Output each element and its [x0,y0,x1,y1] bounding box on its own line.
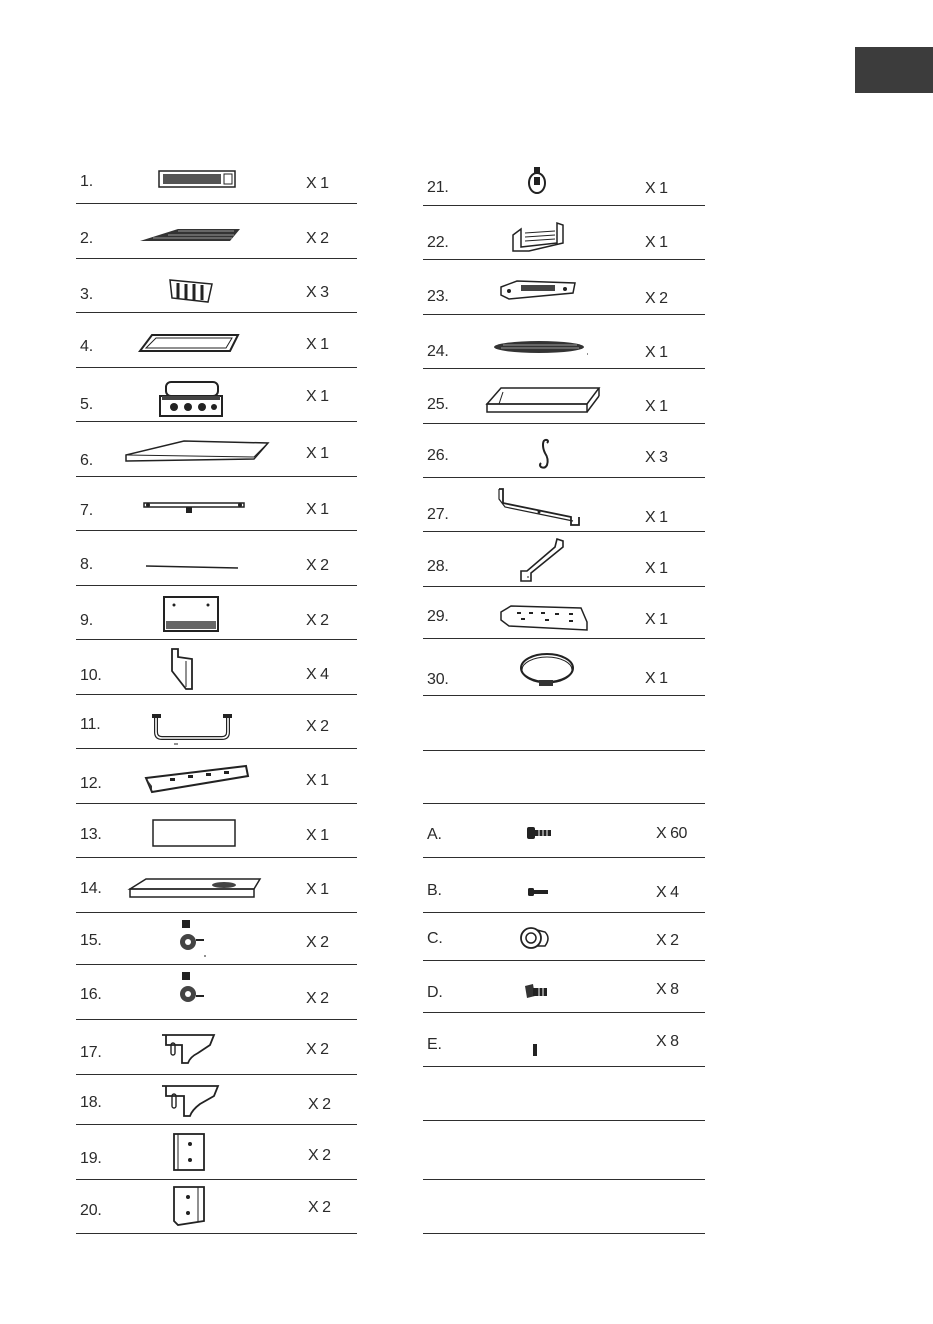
list-item [423,259,705,315]
caster-wheel-icon [176,970,210,1010]
list-item [76,694,357,749]
list-item [423,912,705,961]
language-tab [855,47,933,93]
part-quantity: X 1 [645,560,668,577]
list-item [76,203,357,259]
part-number: 20. [80,1202,102,1219]
part-quantity: X 4 [656,884,679,901]
screw-icon [525,825,553,841]
list-item [76,639,357,695]
part-number: 5. [80,396,93,413]
side-panel-icon [162,595,222,635]
part-number: 29. [427,608,449,625]
part-quantity: X 2 [306,934,329,951]
rod-icon [144,564,240,570]
burner-holder-icon [499,277,579,303]
part-quantity: X 2 [306,718,329,735]
list-item [423,1120,705,1180]
list-item [423,477,705,532]
part-quantity: X 1 [306,175,329,192]
mounting-plate-icon [170,1132,208,1174]
list-item [423,638,705,696]
part-number: 7. [80,502,93,519]
part-quantity: X 2 [308,1147,331,1164]
part-quantity: X 1 [306,772,329,789]
part-quantity: X 2 [306,612,329,629]
part-number: 3. [80,286,93,303]
washer-nut-icon [519,924,553,952]
list-item [423,803,705,858]
crossbar-icon [142,500,248,516]
grill-grate-icon [138,227,242,243]
part-quantity: X 3 [645,449,668,466]
list-item [423,586,705,639]
part-quantity: X 1 [645,180,668,197]
part-quantity: X 2 [308,1096,331,1113]
list-item [76,748,357,804]
part-number: 16. [80,986,102,1003]
list-item [423,960,705,1013]
list-item [76,1019,357,1075]
s-hook-icon [535,439,553,471]
part-number: 25. [427,396,449,413]
part-number: 9. [80,612,93,629]
list-item [76,150,357,204]
list-item [76,367,357,422]
part-number: 30. [427,671,449,688]
grill-head-icon [158,380,224,420]
part-number: 26. [427,447,449,464]
part-number: B. [427,882,442,899]
control-panel-icon [158,169,238,189]
part-quantity: X 1 [645,344,668,361]
shelf-bracket-icon [160,1031,216,1067]
part-quantity: X 8 [656,1033,679,1050]
part-quantity: X 1 [645,398,668,415]
list-item [76,1179,357,1234]
knob-icon [525,165,549,199]
part-number: 22. [427,234,449,251]
part-quantity: X 8 [656,981,679,998]
part-number: 4. [80,338,93,355]
pin-icon [531,1042,539,1058]
part-quantity: X 4 [306,666,329,683]
part-quantity: X 1 [645,611,668,628]
part-number: 10. [80,667,102,684]
part-quantity: X 1 [306,445,329,462]
tray-rail-icon [497,487,583,529]
list-item [76,1124,357,1180]
part-number: 15. [80,932,102,949]
small-screw-icon [527,887,549,897]
list-item [76,912,357,965]
part-number: 8. [80,556,93,573]
part-quantity: X 1 [645,234,668,251]
part-number: 23. [427,288,449,305]
part-number: 18. [80,1094,102,1111]
list-item [423,750,705,804]
list-item [423,423,705,478]
list-item [423,695,705,751]
part-quantity: X 1 [306,501,329,518]
support-channel-icon [511,221,565,255]
part-quantity: X 2 [306,1041,329,1058]
list-item [76,585,357,640]
part-number: 14. [80,880,102,897]
part-quantity: X 2 [306,990,329,1007]
part-quantity: X 2 [306,557,329,574]
corner-bracket-icon [168,647,198,691]
part-number: 12. [80,775,102,792]
part-quantity: X 2 [656,932,679,949]
part-number: 28. [427,558,449,575]
list-item [76,1074,357,1125]
tray-frame-icon [138,333,242,353]
part-number: C. [427,930,443,947]
part-quantity: X 2 [645,290,668,307]
side-grate-icon [493,340,589,356]
part-quantity: X 2 [306,230,329,247]
part-number: 1. [80,173,93,190]
list-item [423,857,705,913]
handle-icon [150,712,234,746]
part-number: 19. [80,1150,102,1167]
bolt-icon [523,982,551,1002]
grease-tray-icon [485,384,601,416]
part-quantity: X 1 [306,881,329,898]
flame-tamer-icon [168,276,214,304]
part-number: 6. [80,452,93,469]
list-item [76,312,357,368]
list-item [423,205,705,260]
part-number: E. [427,1036,442,1053]
part-quantity: X 1 [306,336,329,353]
part-quantity: X 1 [306,388,329,405]
part-number: 27. [427,506,449,523]
list-item [76,964,357,1020]
part-quantity: X 60 [656,825,687,842]
part-number: 2. [80,230,93,247]
part-number: D. [427,984,443,1001]
list-item [423,314,705,369]
list-item [423,531,705,587]
part-quantity: X 1 [306,827,329,844]
list-item [76,803,357,858]
part-number: 17. [80,1044,102,1061]
list-item [76,857,357,913]
part-number: 24. [427,343,449,360]
bottom-tray-icon [140,764,252,796]
list-item [76,421,357,477]
shelf-bracket-icon [160,1082,220,1120]
part-quantity: X 1 [645,509,668,526]
rail-bracket-icon [517,537,565,583]
mounting-plate-icon [170,1185,208,1229]
hose-clamp-icon [519,650,575,690]
part-number: 13. [80,826,102,843]
list-item [76,258,357,313]
part-quantity: X 2 [308,1199,331,1216]
part-quantity: X 1 [645,670,668,687]
list-item [423,1179,705,1234]
flat-panel-icon [152,819,236,849]
part-number: 11. [80,716,101,733]
perforated-plate-icon [499,604,589,632]
list-item [423,155,705,206]
part-number: A. [427,826,442,843]
list-item [76,530,357,586]
part-number: 21. [427,179,449,196]
list-item [423,368,705,424]
side-shelf-panel-icon [124,439,270,467]
list-item [423,1012,705,1067]
list-item [76,476,357,531]
part-quantity: X 3 [306,284,329,301]
list-item [423,1066,705,1121]
side-burner-shelf-icon [128,877,262,901]
caster-wheel-icon [176,918,210,958]
